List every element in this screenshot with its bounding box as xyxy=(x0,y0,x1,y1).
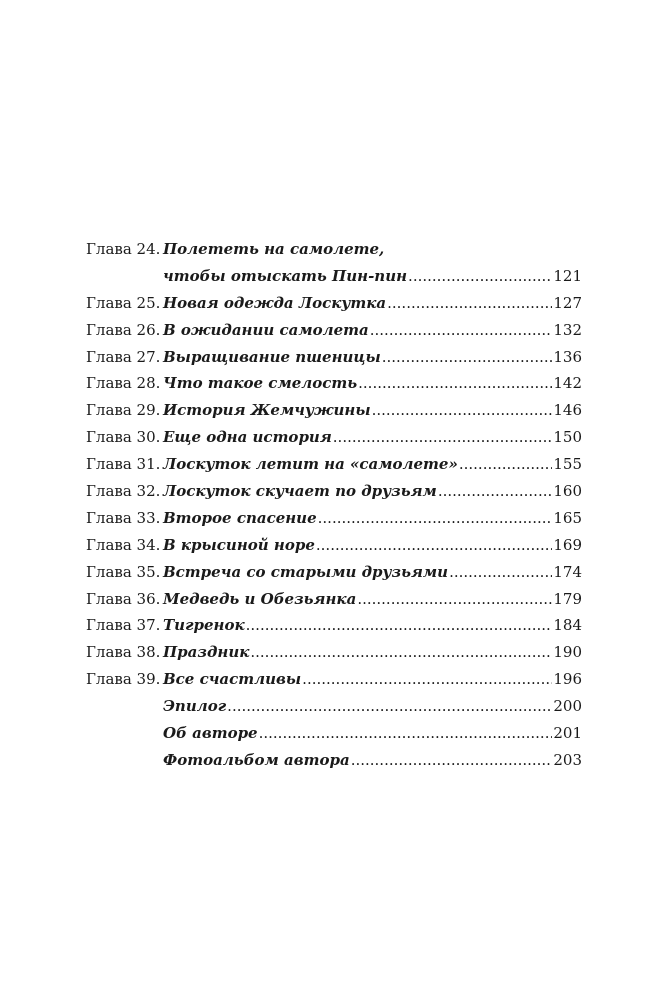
dot-leader xyxy=(250,639,552,666)
dot-leader xyxy=(408,263,552,290)
page-number: 200 xyxy=(553,697,582,716)
toc-entry xyxy=(86,451,582,478)
chapter-number: Глава 24. xyxy=(86,240,161,258)
dot-leader xyxy=(438,478,553,505)
toc-entry xyxy=(86,693,582,720)
chapter-title: Лоскуток летит на «самолете» xyxy=(163,455,458,474)
chapter-title: Еще одна история xyxy=(163,428,332,447)
toc-entry xyxy=(86,532,582,559)
toc-entry xyxy=(86,370,582,397)
dot-leader xyxy=(316,532,552,559)
dot-leader xyxy=(259,720,553,747)
chapter-title: История Жемчужины xyxy=(163,401,371,420)
chapter-title: Тигренок xyxy=(163,616,245,635)
page-number: 179 xyxy=(553,589,582,608)
chapter-title: Фотоальбом автора xyxy=(163,750,350,769)
chapter-number: Глава 29. xyxy=(86,401,161,420)
toc-entry xyxy=(86,747,582,774)
toc-entry xyxy=(86,720,582,747)
toc-entry xyxy=(86,612,582,639)
toc-entry xyxy=(86,559,582,586)
page-number: 190 xyxy=(553,643,582,662)
chapter-title: Новая одежда Лоскутка xyxy=(163,293,387,312)
toc-entry xyxy=(86,639,582,666)
dot-leader xyxy=(351,747,553,774)
toc-entry xyxy=(86,236,582,263)
page-number: 155 xyxy=(553,455,582,474)
page-number: 203 xyxy=(553,750,582,769)
dot-leader xyxy=(382,344,553,371)
chapter-title: Эпилог xyxy=(163,697,227,716)
dot-leader xyxy=(370,317,553,344)
chapter-number: Глава 33. xyxy=(86,508,161,527)
chapter-title: Полететь на самолете, xyxy=(163,240,385,258)
toc-entry xyxy=(86,344,582,371)
chapter-number: Глава 36. xyxy=(86,589,161,608)
chapter-number: Глава 30. xyxy=(86,428,161,447)
dot-leader xyxy=(302,666,552,693)
chapter-title: Все счастливы xyxy=(163,670,302,689)
page-number: 165 xyxy=(553,508,582,527)
chapter-number: Глава 39. xyxy=(86,670,161,689)
chapter-title: Праздник xyxy=(163,643,250,662)
chapter-title: В крысиной норе xyxy=(163,535,315,554)
chapter-number: Глава 27. xyxy=(86,347,161,366)
page-number: 146 xyxy=(553,401,582,420)
dot-leader xyxy=(358,370,552,397)
chapter-title: Второе спасение xyxy=(163,508,317,527)
page-number: 150 xyxy=(553,428,582,447)
chapter-title: Выращивание пшеницы xyxy=(163,347,381,366)
chapter-number: Глава 35. xyxy=(86,562,161,581)
chapter-title: Что такое смелость xyxy=(163,374,358,393)
chapter-number: Глава 28. xyxy=(86,374,161,393)
toc-entry xyxy=(86,478,582,505)
dot-leader xyxy=(333,424,553,451)
page-number: 142 xyxy=(553,374,582,393)
dot-leader xyxy=(372,397,553,424)
chapter-title: Встреча со старыми друзьями xyxy=(163,562,449,581)
chapter-number: Глава 25. xyxy=(86,293,161,312)
toc-entry xyxy=(86,505,582,532)
page-number: 160 xyxy=(553,482,582,501)
toc-entry xyxy=(86,317,582,344)
dot-leader xyxy=(227,693,552,720)
toc-entry xyxy=(86,424,582,451)
chapter-number: Глава 38. xyxy=(86,643,161,662)
chapter-number: Глава 31. xyxy=(86,455,161,474)
dot-leader xyxy=(387,290,552,317)
page-number: 184 xyxy=(553,616,582,635)
dot-leader xyxy=(449,559,552,586)
page-number: 136 xyxy=(553,347,582,366)
toc-entry xyxy=(86,586,582,613)
chapter-number: Глава 37. xyxy=(86,616,161,635)
chapter-title: Лоскуток скучает по друзьям xyxy=(163,482,437,501)
toc-entry xyxy=(86,263,582,290)
page-number: 127 xyxy=(553,293,582,312)
page-number: 132 xyxy=(553,320,582,339)
toc-entry xyxy=(86,397,582,424)
page-number: 174 xyxy=(553,562,582,581)
page-number: 169 xyxy=(553,535,582,554)
toc-entry xyxy=(86,290,582,317)
dot-leader xyxy=(318,505,553,532)
dot-leader xyxy=(357,586,552,613)
chapter-title: чтобы отыскать Пин-пин xyxy=(163,266,408,285)
page-number: 201 xyxy=(553,724,582,743)
dot-leader xyxy=(246,612,553,639)
chapter-number: Глава 34. xyxy=(86,535,161,554)
chapter-title: Об авторе xyxy=(163,724,258,743)
page-number: 196 xyxy=(553,670,582,689)
chapter-title: Медведь и Обезьянка xyxy=(163,589,357,608)
table-of-contents xyxy=(86,236,582,774)
page-number: 121 xyxy=(553,266,582,285)
chapter-title: В ожидании самолета xyxy=(163,320,369,339)
chapter-number: Глава 32. xyxy=(86,482,161,501)
dot-leader xyxy=(459,451,553,478)
chapter-number: Глава 26. xyxy=(86,320,161,339)
toc-entry xyxy=(86,666,582,693)
